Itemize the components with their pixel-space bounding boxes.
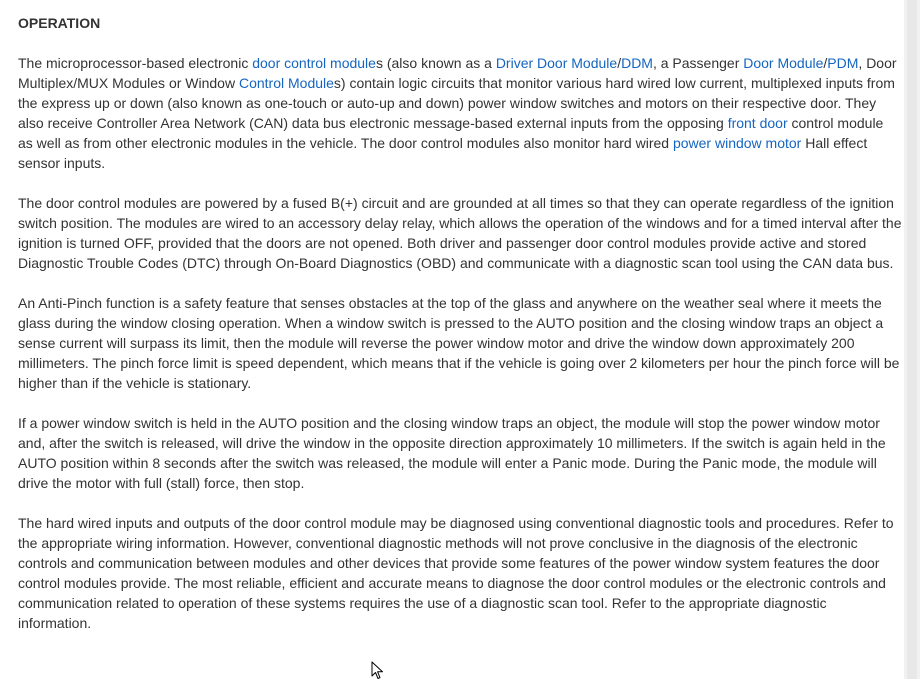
p1-text-1: The microprocessor-based electronic (18, 55, 253, 71)
section-title: OPERATION (18, 15, 101, 31)
p1-text-6: control module as well as from other electronic modules in the vehicle. The door control modules also monitor hard wired (18, 115, 884, 151)
link-control-module[interactable]: Control Module (238, 75, 334, 91)
p1-text-2: s (also known as a (375, 55, 496, 71)
paragraph-5: The hard wired inputs and outputs of the door control module may be diagnosed using conventional diagnostic tools and procedures. Refer to the appropriate wiring information. However, conventional diagnostic methods will not prove conclusive in the diagnosis of the electronic controls and communication between modules and other devices that provide some features of the power window system features the door control modules provide. The most reliable, efficient and accurate means to diagnose the door control modules or the electronic controls and communication related to operation of these systems requires the use of a diagnostic scan tool. Refer to the appropriate diagnostic information. (18, 515, 894, 631)
scrollbar-thumb[interactable] (907, 0, 917, 679)
mouse-pointer-icon (371, 661, 385, 681)
p1-text-7: Hall effect sensor inputs. (18, 135, 868, 171)
paragraph-4: If a power window switch is held in the AUTO position and the closing window traps an object, the module will stop the power window motor and, after the switch is released, will drive the window in the opposite direction approximately 10 millimeters. If the switch is again held in the AUTO position within 8 seconds after the switch was released, the module will enter a Panic mode. During the Panic mode, the module will drive the motor with full (stall) force, then stop. (18, 415, 886, 491)
p1-slash-1: / (617, 55, 622, 71)
vertical-scrollbar[interactable] (904, 0, 920, 679)
link-pdm[interactable]: PDM (827, 55, 859, 71)
paragraph-3: An Anti-Pinch function is a safety feature that senses obstacles at the top of the glass and anywhere on the weather seal where it meets the glass during the window closing operation. When a window switch is pressed to the AUTO position and the closing window traps an object a sense current will surpass its limit, then the module will reverse the power window motor and drive the window down approximately 200 millimeters. The pinch force limit is speed dependent, which means that if the vehicle is going over 2 kilometers per hour the pinch force will be higher than if the vehicle is stationary. (18, 295, 900, 391)
link-ddm[interactable]: DDM (621, 55, 653, 71)
paragraph-2: The door control modules are powered by a fused B(+) circuit and are grounded at all times so that they can operate regardless of the ignition switch position. The modules are wired to an accessory delay relay, which allows the operation of the windows and for a timed interval after the ignition is turned OFF, provided that the doors are not opened. Both driver and passenger door control modules provide active and stored Diagnostic Trouble Codes (DTC) through On-Board Diagnostics (OBD) and communicate with a diagnostic scan tool using the CAN data bus. (18, 195, 902, 271)
p1-text-3: , a Passenger (652, 55, 744, 71)
link-driver-door-module[interactable]: Driver Door Module (495, 55, 618, 71)
p1-text-5: s) contain logic circuits that monitor various hard wired low current, multiplexed inputs from the express up or down (also known as one-touch or auto-up and down) power window switches and motors on their respective door. They also receive Controller Area Network (CAN) data bus electronic message-based external inputs from the opposing (18, 75, 895, 131)
paragraph-1 (18, 53, 902, 173)
p1-text-4: , Door Multiplex/MUX Modules or Window (18, 55, 897, 91)
link-power-window-motor[interactable]: power window motor (672, 135, 802, 151)
link-door-control-module[interactable]: door control module (252, 55, 376, 71)
p1-slash-2: / (823, 55, 828, 71)
document-content (18, 13, 902, 653)
link-door-module[interactable]: Door Module (743, 55, 824, 71)
link-front-door[interactable]: front door (727, 115, 788, 131)
